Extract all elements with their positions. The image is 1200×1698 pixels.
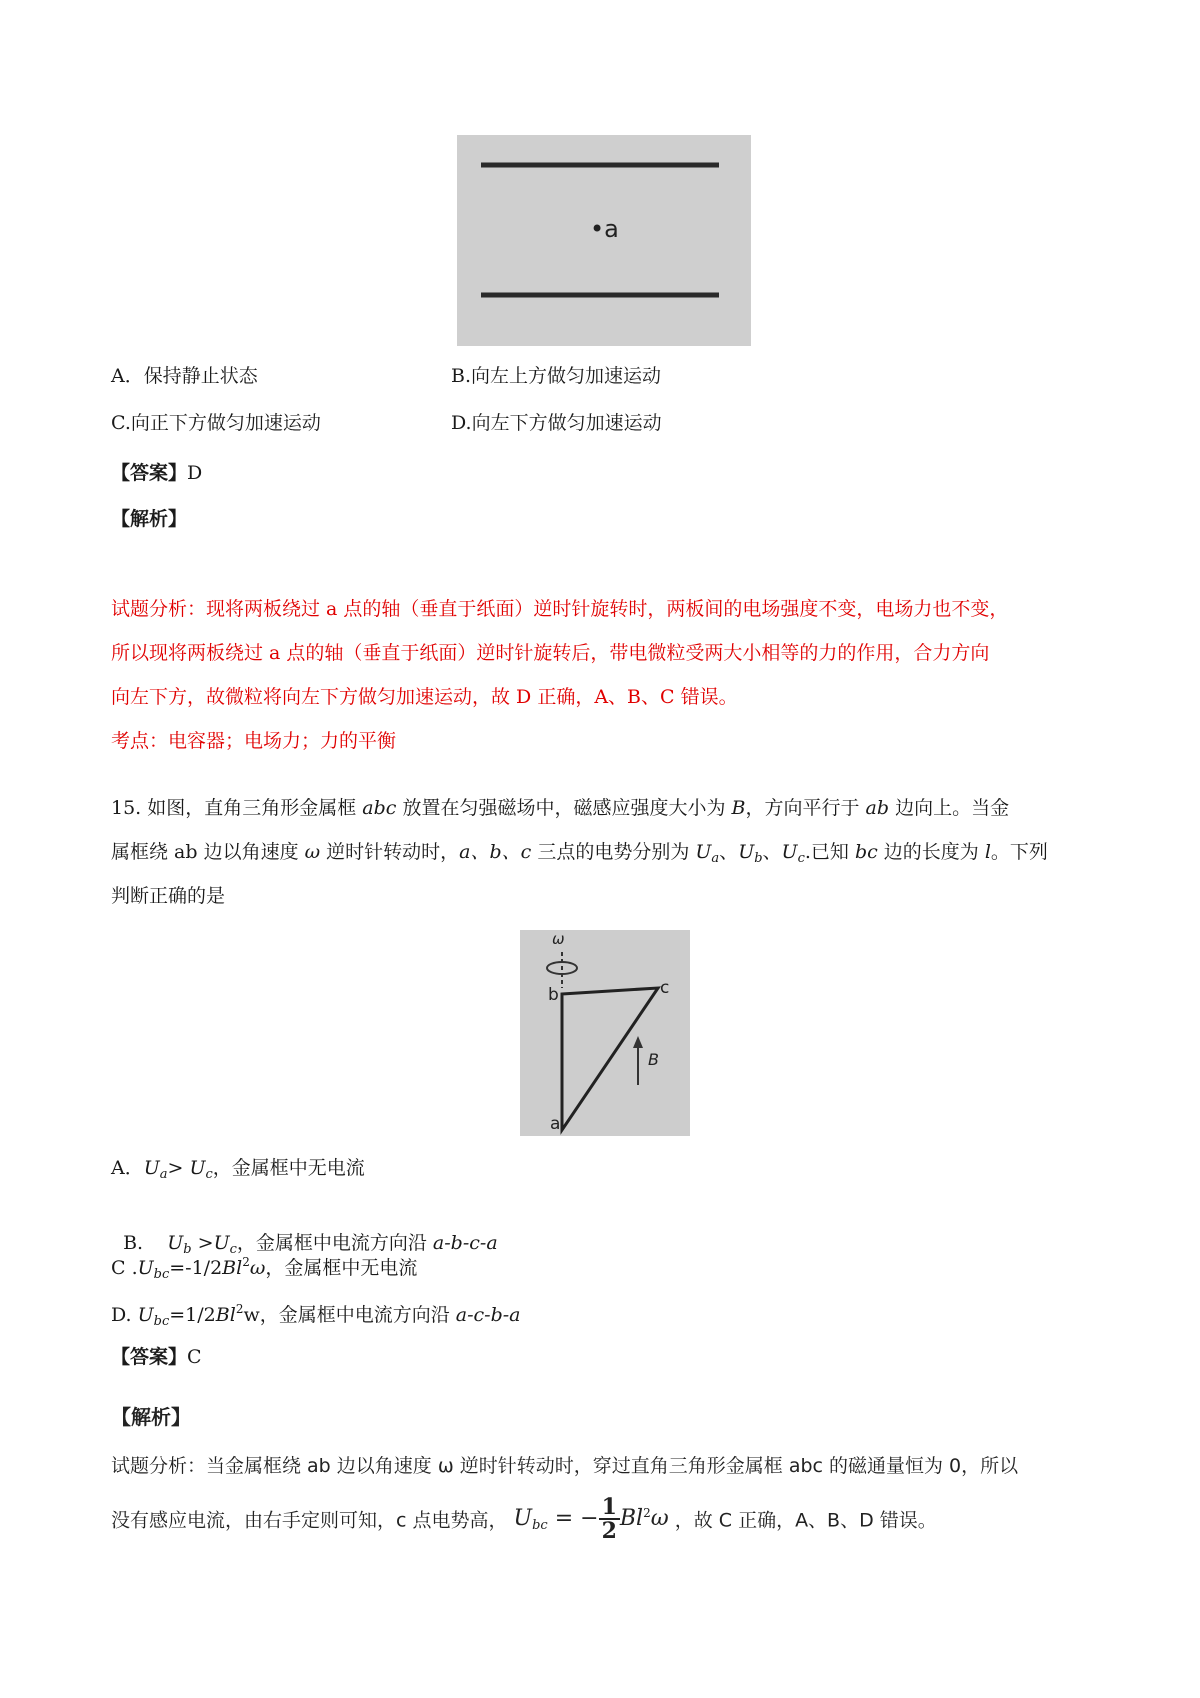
q15-stem-line-1: 15. 如图，直角三角形金属框 abc 放置在匀强磁场中，磁感应强度大小为 B，方向平行于 ab 边向上。当金 (111, 797, 1010, 819)
option-b: B.向左上方做匀加速运动 (451, 365, 662, 387)
analysis-label-15: 【解析】 (111, 1405, 191, 1429)
field-b-label: B (648, 1050, 659, 1069)
triangle-frame-figure (520, 930, 690, 1136)
q15-option-a: A．$U_a> U_c$，金属框中无电流 (111, 1157, 365, 1182)
analysis-14-line-2: 所以现将两板绕过 a 点的轴（垂直于纸面）逆时针旋转后，带电微粒受两大小相等的力的作用，合力方向 (111, 642, 990, 664)
answer-label: 【答案】 (111, 462, 188, 484)
formula-ubc: $U_{bc}$ = − $\frac{1}{2}$ Bl$^2$ω (513, 1494, 669, 1544)
answer-15 (111, 1343, 202, 1371)
analysis-15-line-1: 试题分析：当金属框绕 ab 边以角速度 ω 逆时针转动时，穿过直角三角形金属框 abc 的磁通量恒为 0，所以 (111, 1455, 1019, 1477)
analysis-14-line-1: 试题分析：现将两板绕过 a 点的轴（垂直于纸面）逆时针旋转时，两板间的电场强度不变，电场力也不变， (111, 598, 1009, 620)
option-c: C.向正下方做匀加速运动 (111, 412, 321, 434)
analysis-14 (111, 587, 1101, 763)
option-d: D.向左下方做匀加速运动 (451, 412, 662, 434)
q15-option-d: D. $U_{bc}=1/2Bl^2w$，金属框中电流方向沿 a-c-b-a (111, 1302, 521, 1329)
vertex-b-label: b (548, 985, 559, 1005)
q15-stem (111, 786, 1101, 918)
knowledge-14: 考点：电容器；电场力；力的平衡 (111, 730, 397, 752)
q15-option-b: B. $U_b >U_c$，金属框中电流方向沿 a-b-c-a (123, 1232, 498, 1257)
q15-stem-line-3: 判断正确的是 (111, 885, 226, 907)
analysis-label-14: 【解析】 (111, 508, 188, 530)
capacitor-figure (457, 135, 751, 346)
omega-label: ω (552, 930, 565, 948)
figure-background (520, 930, 690, 1136)
answer-value: C (187, 1346, 202, 1368)
analysis-15-line-2: 没有感应电流，由右手定则可知，c 点电势高， $U_{bc}$ = − $\frac{1}{2}$ Bl$^2$ω ，故 C 正确，A、B、D 错误。 (111, 1494, 937, 1544)
fraction: $\frac{1}{2}$ (599, 1496, 620, 1542)
vertex-c-label: c (660, 978, 670, 998)
answer-value: D (187, 462, 203, 484)
analysis-14-line-3: 向左下方，故微粒将向左下方做匀加速运动，故 D 正确，A、B、C 错误。 (111, 686, 738, 708)
vertex-a-label: a (550, 1114, 561, 1134)
option-a: A．保持静止状态 (111, 365, 258, 387)
answer-label: 【答案】 (111, 1346, 188, 1368)
q15-option-c: C $.U_{bc}=-1/2Bl^2\omega$，金属框中无电流 (111, 1255, 418, 1282)
q15-stem-line-2: 属框绕 ab 边以角速度 ω 逆时针转动时，a、b、c 三点的电势分别为 $U_a$、$U_b$、$U_c$.已知 bc 边的长度为 l。下列 (111, 841, 1048, 866)
point-a-label: •a (590, 215, 619, 243)
answer-14 (111, 459, 202, 487)
